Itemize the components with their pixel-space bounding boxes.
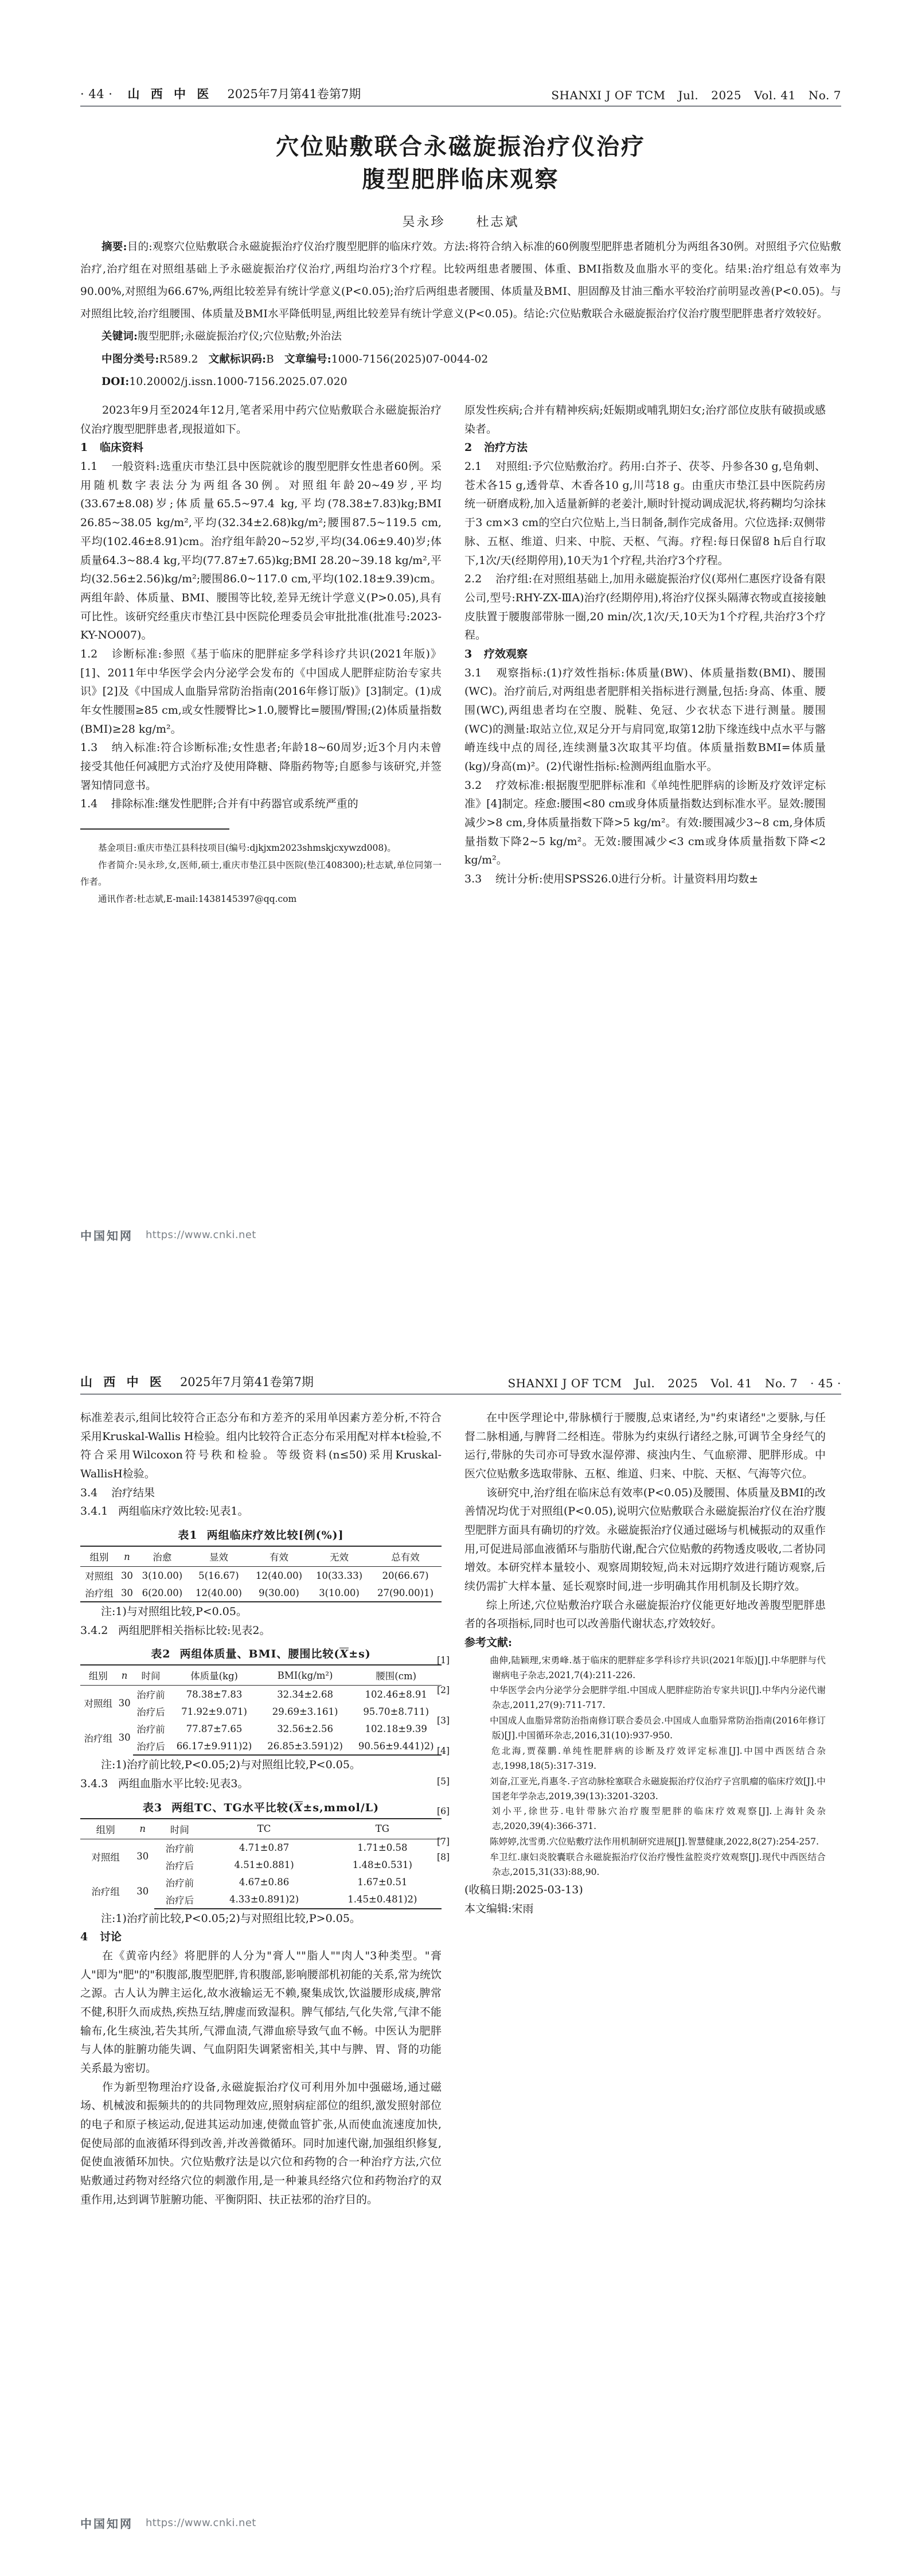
table-3-caption xyxy=(80,1799,442,1815)
table-2-r3-c4: 26.85±3.591)2) xyxy=(260,1737,351,1755)
reference-text: 危北海,贾葆鹏.单纯性肥胖病的诊断及疗效评定标准[J].中国中西医结合杂志,1998,18(5):317-319. xyxy=(490,1745,826,1771)
table-1-r1-c3: 12(40.00) xyxy=(189,1584,249,1602)
xbar-symbol: X xyxy=(294,1801,303,1814)
journal-month-en-2: Jul. xyxy=(634,1376,655,1390)
article-no-label: 文章编号: xyxy=(284,353,331,365)
doi-label: DOI: xyxy=(101,375,130,388)
section-1-4 xyxy=(80,795,442,814)
abstract-text: 目的:观察穴位贴敷联合永磁旋振治疗仪治疗腹型肥胖的临床疗效。方法:将符合纳入标准的60例腹型肥胖患者随机分为两组各30例。对照组予穴位贴敷治疗,治疗组在对照组基础上予永磁旋振治疗仪治疗,两组均治疗3个疗程。比较两组患者腰围、体重、BMI指数及血脂水平的变化。结果:治疗组总有效率为90.00%,对照组为66.67%,两组比较差异有统计学意义(P<0.05);治疗后两组患者腰围、体质量及BMI、胆固醇及甘油三酯水平较治疗前明显改善(P<0.05)。与对照组比较,治疗组腰围、体质量及BMI水平降低明显,两组比较差异有统计学意义(P<0.05)。结论:穴位贴敷联合永磁旋振治疗仪治疗腹型肥胖患者疗效较好。 xyxy=(80,240,841,321)
page-2-left-column xyxy=(80,1408,442,2209)
corr-text: 杜志斌,E-mail:1438145397@qq.com xyxy=(136,894,297,905)
author-bio-note xyxy=(80,857,442,892)
reference-text: 中华医学会内分泌学分会肥胖学组.中国成人肥胖症防治专家共识[J].中华内分泌代谢杂志,2011,27(9):711-717. xyxy=(490,1685,826,1711)
table-row xyxy=(80,1686,442,1703)
section-1-heading xyxy=(80,438,442,457)
page-2-columns xyxy=(80,1408,841,2209)
section-2-1 xyxy=(464,457,826,570)
table-1 xyxy=(80,1546,442,1602)
section-1-4-number: 1.4 xyxy=(80,797,98,811)
discussion-paragraph-4: 综上所述,穴位贴敷治疗联合永磁旋振治疗仪能更好地改善腹型肥胖患者的各项指标,同时也可以改善脂代谢状态,疗效较好。 xyxy=(464,1598,826,1631)
table-3-r2-c3: 4.67±0.86 xyxy=(239,1877,290,1888)
journal-issue-cn: 2025年7月第41卷第7期 xyxy=(227,87,361,101)
fund-note xyxy=(80,840,442,857)
table-row xyxy=(80,1584,442,1602)
section-1-3-text: 纳入标准:符合诊断标准;女性患者;年龄18~60周岁;近3个月内未曾接受其他任何减肥方式治疗及使用降糖、降脂药物等;自愿参与该研究,并签署知情同意书。 xyxy=(80,741,442,792)
page-1-left-column xyxy=(80,401,442,908)
reference-text: 中国成人血脂异常防治指南修订联合委员会.中国成人血脂异常防治指南(2016年修订版)[J].中国循环杂志,2016,31(10):937-950. xyxy=(490,1715,826,1741)
table-2-header-row xyxy=(80,1665,442,1686)
cnki-watermark-page-2 xyxy=(80,2515,256,2531)
table-3-r0-c1: 30 xyxy=(136,1851,149,1862)
doi-line xyxy=(80,371,841,393)
section-3-3-number: 3.3 xyxy=(464,872,482,885)
table-2 xyxy=(80,1664,442,1756)
table-2-col-time: 时间 xyxy=(133,1665,169,1686)
table-2-r0-c0: 对照组 xyxy=(84,1698,112,1710)
running-head-left xyxy=(80,85,361,102)
doc-code-value: B xyxy=(266,353,274,365)
section-3-4 xyxy=(80,1484,442,1503)
abstract-paragraph xyxy=(80,236,841,326)
table-row xyxy=(80,1703,442,1720)
table-2-col-bmi: BMI(kg/m²) xyxy=(260,1665,351,1686)
keywords-value: 腹型肥胖;永磁旋振治疗仪;穴位贴敷;外治法 xyxy=(138,330,342,343)
table-1-r0-c1: 30 xyxy=(120,1570,133,1581)
journal-year-en-2: 2025 xyxy=(667,1376,698,1390)
footnote-block xyxy=(80,828,442,908)
reference-text: 曲伸,陆颖理,宋勇峰.基于临床的肥胖症多学科诊疗共识(2021年版)[J].中华肥胖与代谢病电子杂志,2021,7(4):211-226. xyxy=(490,1655,826,1680)
page-folio-left: · 44 · xyxy=(80,87,113,101)
reference-item xyxy=(437,1714,826,1744)
table-3-col-time: 时间 xyxy=(154,1819,205,1839)
section-1-1-text: 一般资料:选重庆市垫江县中医院就诊的腹型肥胖女性患者60例。采用随机数字表法分为两组各30例。对照组年龄20~49岁,平均(33.67±8.08)岁;体质量65.5~97.4 kg,平均(78.38±7.83)kg;BMI 26.85~38.05 kg/m²,平均(32.34±2.68)kg/m²;腰围87.5~119.5 cm,平均(102.46±8.91)cm。治疗组年龄20~52岁,平均(34.06±9.40)岁;体质量64.3~88.4 kg,平均(77.87±7.65)kg;BMI 28.20~39.18 kg/m²,平均(32.56±2.56)kg/m²;腰围86.0~117.0 cm,平均(102.18±9.39)cm。两组年龄、体质量、BMI、腰围等比较,差异无统计学意义(P>0.05),具有可比性。该研究经重庆市垫江县中医院伦理委员会审批批准(批准号:2023-KY-NO007)。 xyxy=(80,460,442,642)
table-2-title-b: ±s) xyxy=(349,1648,371,1661)
reference-item xyxy=(437,1744,826,1774)
table-2-note: 注:1)治疗前比较,P<0.05;2)与对照组比较,P<0.05。 xyxy=(101,1758,361,1772)
section-1-2-number: 1.2 xyxy=(80,647,98,660)
journal-volume-en-2: Vol. 41 xyxy=(710,1376,752,1390)
article-title-line-2: 腹型肥胖临床观察 xyxy=(362,165,560,193)
table-row xyxy=(80,1720,442,1737)
reference-item xyxy=(437,1804,826,1834)
reference-item xyxy=(437,1683,826,1713)
journal-month-en: Jul. xyxy=(678,88,699,102)
journal-name-en-2: SHANXI J OF TCM xyxy=(507,1376,622,1390)
section-3-4-3-number: 3.4.3 xyxy=(80,1777,108,1791)
table-row xyxy=(80,1737,442,1755)
journal-number-en-2: No. 7 xyxy=(764,1376,798,1390)
journal-issue-cn-2: 2025年7月第41卷第7期 xyxy=(179,1375,314,1389)
table-3-r0-c2: 治疗前 xyxy=(165,1843,194,1854)
section-2-2-number: 2.2 xyxy=(464,573,482,586)
table-3-r3-c3: 4.33±0.891)2) xyxy=(205,1891,323,1909)
section-1-4-text: 排除标准:继发性肥胖;合并有中药器官或系统严重的 xyxy=(111,797,358,811)
section-3-2-text: 疗效标准:根据腹型肥胖标准和《单纯性肥胖病的诊断及疗效评定标准》[4]制定。痊愈:腰围<80 cm或身体质量指数达到标准水平。显效:腰围减少>8 cm,身体质量指数下降>5 kg/m²。有效:腰围减少3~8 cm,身体质量指数下降2~5 kg/m²。无效:腰围减少<3 cm或身体质量指数下降<2 kg/m²。 xyxy=(464,779,826,867)
journal-volume-en: Vol. 41 xyxy=(754,88,796,102)
reference-item xyxy=(437,1850,826,1880)
reference-tag: [6] xyxy=(437,1806,450,1817)
section-2-title: 治疗方法 xyxy=(484,441,528,454)
table-2-r2-c1: 30 xyxy=(118,1732,131,1744)
header-rule-2 xyxy=(80,1394,841,1395)
table-3-col-tc: TC xyxy=(205,1819,323,1839)
author-list xyxy=(80,212,841,230)
header-rule xyxy=(80,106,841,107)
fund-text: 重庆市垫江县科技项目(编号:djkjxm2023shmskjcxywzd008)。 xyxy=(136,842,396,853)
section-3-4-1 xyxy=(80,1502,442,1521)
reference-item xyxy=(437,1653,826,1683)
section-3-4-2 xyxy=(80,1621,442,1640)
cnki-brand: 中国知网 xyxy=(80,1229,133,1243)
cnki-url: https://www.cnki.net xyxy=(146,2517,256,2529)
table-1-note: 注:1)与对照组比较,P<0.05。 xyxy=(101,1605,247,1618)
corr-label: 通讯作者: xyxy=(98,894,137,905)
table-2-r0-c2: 治疗前 xyxy=(136,1690,165,1701)
table-2-r3-c3: 66.17±9.911)2) xyxy=(169,1737,260,1755)
table-2-r0-c3: 78.38±7.83 xyxy=(186,1688,243,1700)
table-2-r2-c0: 治疗组 xyxy=(84,1733,112,1744)
section-3-4-2-text: 两组肥胖相关指标比较:见表2。 xyxy=(118,1624,271,1637)
reference-item xyxy=(437,1775,826,1804)
table-3-title-a: 两组TC、TG水平比较( xyxy=(171,1801,294,1814)
section-3-4-1-number: 3.4.1 xyxy=(80,1505,108,1518)
stat-method-continued: 标准差表示,组间比较符合正态分布和方差齐的采用单因素方差分析,不符合采用Kruskal-Wallis H检验。组内比较符合正态分布采用配对样本t检验,不符合采用Wilcoxon符号秩和检验。等级资料(n≤50)采用Kruskal-WallisH检验。 xyxy=(80,1411,442,1481)
discussion-paragraph-2: 作为新型物理治疗设备,永磁旋振治疗仪可利用外加中强磁场,通过磁场、机械波和振频共的的共同物理效应,照射病症部位的组织,激发照射部位的电子和原子核运动,促进其运动加速,使微血管扩张,从而使血流速度加快,促使局部的血液循环得到改善,并改善微循环。同时加速代谢,加强组织修复,促使血液循环加快。穴位贴敷疗法是以穴位和药物的合一种治疗方法,穴位贴敷通过药物对经络穴位的刺激作用,是一种兼具经络穴位和药物治疗的双重作用,达到调节脏腑功能、平衡阴阳、扶正祛邪的治疗目的。 xyxy=(80,2080,442,2206)
discussion-paragraph-3: 该研究中,治疗组在临床总有效率(P<0.05)及腰围、体质量及BMI的改善情况均优于对照组(P<0.05),说明穴位贴敷联合永磁旋振治疗仪在治疗腹型肥胖方面具有确切的疗效。永磁旋振治疗仪通过磁场与机械振动的双重作用,可促进局部血液循环与脂肪代谢,配合穴位贴敷的药物透皮吸收,二者协同增效。本研究样本量较小、观察周期较短,尚未对远期疗效进行随访观察,后续仍需扩大样本量、延长观察时间,进一步明确其作用机制及长期疗效。 xyxy=(464,1486,826,1593)
table-2-r2-c5: 102.18±9.39 xyxy=(365,1723,427,1734)
table-2-col-wc: 腰围(cm) xyxy=(350,1665,442,1686)
table-1-r0-c6: 20(66.67) xyxy=(382,1570,429,1581)
running-head-page-1 xyxy=(80,0,841,102)
table-3-r1-c3: 4.51±0.881) xyxy=(234,1859,294,1871)
section-4-heading xyxy=(80,1928,442,1947)
clc-value: R589.2 xyxy=(159,353,198,365)
table-3-col-group: 组别 xyxy=(80,1819,131,1839)
table-3-header-row xyxy=(80,1819,442,1839)
doc-code-label: 文献标识码: xyxy=(208,353,267,365)
table-2-r1-c4: 29.69±3.161) xyxy=(272,1706,338,1717)
table-1-number: 表1 xyxy=(178,1529,198,1542)
table-3-col-n: n xyxy=(131,1819,154,1839)
corresponding-author-note xyxy=(80,891,442,908)
table-2-r1-c3: 71.92±9.071) xyxy=(181,1706,247,1717)
table-2-r3-c2: 治疗后 xyxy=(133,1737,169,1755)
reference-text: 刘小平,徐世芬.电针带脉穴治疗腹型肥胖的临床疗效观察[J].上海针灸杂志,2020,39(4):366-371. xyxy=(490,1806,826,1832)
section-1-1-number: 1.1 xyxy=(80,460,98,473)
section-3-heading xyxy=(464,645,826,664)
table-1-caption xyxy=(80,1527,442,1542)
table-1-header-row xyxy=(80,1546,442,1567)
journal-name-cn-2: 山 西 中 医 xyxy=(80,1375,165,1389)
section-1-title: 临床资料 xyxy=(100,441,144,454)
discussion-paragraph-1: 在《黄帝内经》将肥胖的人分为"膏人""脂人""肉人"3种类型。"膏人"即为"肥"的"积腹部,腹型肥胖,肯积腹部,影响腰部机初能的关系,常为统饮之源。古人认为脾主运化,故水液输运无不赖,聚集成饮,饮溢腰形成痰,脾常不健,积肝久而成热,疾热互结,脾虚而致湿积。脾气郁结,气化失常,气津不能输布,化生痰浊,若失其所,气滞血渍,气滞血瘀导致气血不畅。中医认为肥胖与人体的脏腑功能失调、气血阴阳失调紧密相关,其中与脾、胃、肾的功能关系最为密切。 xyxy=(80,1949,442,2075)
table-2-r2-c2: 治疗前 xyxy=(136,1724,165,1736)
table-3-r2-c0: 治疗组 xyxy=(91,1886,120,1898)
section-1-number: 1 xyxy=(80,441,88,454)
abstract-label: 摘要: xyxy=(101,240,127,253)
journal-year-en: 2025 xyxy=(711,88,742,102)
running-head-page-2 xyxy=(80,1288,841,1390)
section-2-heading xyxy=(464,438,826,457)
table-3-note: 注:1)治疗前比较,P<0.05;2)与对照组比较,P>0.05。 xyxy=(101,1912,361,1925)
table-2-number: 表2 xyxy=(151,1648,171,1661)
table-1-r0-c3: 5(16.67) xyxy=(198,1570,239,1581)
xbar-symbol: X xyxy=(339,1648,349,1661)
table-3-r0-c4: 1.71±0.58 xyxy=(357,1842,408,1854)
reference-text: 刘奋,江亚光,肖惠冬.子宫动脉栓塞联合永磁旋振治疗仪治疗子宫肌瘤的临床疗效[J].中国老年学杂志,2019,39(13):3201-3203. xyxy=(490,1776,826,1801)
table-2-r0-c5: 102.46±8.91 xyxy=(365,1688,427,1700)
running-head-right xyxy=(551,88,841,102)
fund-label: 基金项目: xyxy=(98,842,137,853)
section-1-4-continued: 原发性疾病;合并有精神疾病;妊娠期或哺乳期妇女;治疗部位皮肤有破损或感染者。 xyxy=(464,404,826,435)
reference-tag: [1] xyxy=(437,1655,450,1666)
table-1-col-ineffective: 无效 xyxy=(309,1546,369,1567)
section-1-2 xyxy=(80,645,442,738)
footnote-rule xyxy=(80,828,229,830)
table-1-col-n: n xyxy=(118,1546,136,1567)
keywords-line xyxy=(80,325,841,348)
copy-editor: 本文编辑:宋雨 xyxy=(464,1902,534,1915)
bio-label: 作者简介: xyxy=(98,859,138,870)
table-1-r0-c4: 12(40.00) xyxy=(255,1570,303,1581)
bio-text: 吴永珍,女,医师,硕士,重庆市垫江县中医院(垫江408300);杜志斌,单位同第一作者。 xyxy=(80,859,442,888)
table-3-r3-c2: 治疗后 xyxy=(154,1891,205,1909)
section-3-1-number: 3.1 xyxy=(464,666,482,679)
journal-number-en: No. 7 xyxy=(808,88,841,102)
table-3-r3-c4: 1.45±0.481)2) xyxy=(323,1891,442,1909)
table-1-col-effective: 有效 xyxy=(249,1546,309,1567)
cnki-brand: 中国知网 xyxy=(80,2517,133,2531)
running-head-right-2 xyxy=(507,1376,841,1390)
section-3-4-3-text: 两组血脂水平比较:见表3。 xyxy=(118,1777,249,1791)
journal-name-en: SHANXI J OF TCM xyxy=(551,88,666,102)
author-2: 杜志斌 xyxy=(476,215,520,229)
table-2-r1-c2: 治疗后 xyxy=(136,1707,165,1718)
section-1-3-number: 1.3 xyxy=(80,741,98,754)
reference-tag: [7] xyxy=(437,1836,450,1847)
reference-tag: [2] xyxy=(437,1685,450,1696)
table-2-r2-c4: 32.56±2.56 xyxy=(277,1723,333,1734)
table-1-r0-c5: 10(33.33) xyxy=(315,1570,363,1581)
section-3-4-2-number: 3.4.2 xyxy=(80,1624,108,1637)
table-1-col-marked: 显效 xyxy=(189,1546,249,1567)
table-1-r0-c0: 对照组 xyxy=(85,1571,114,1582)
section-3-title: 疗效观察 xyxy=(484,647,528,660)
table-2-col-n: n xyxy=(116,1665,133,1686)
table-3-title-b: ±s,mmol/L) xyxy=(303,1801,380,1814)
article-no-value: 1000-7156(2025)07-0044-02 xyxy=(331,353,489,365)
section-2-2 xyxy=(464,570,826,645)
table-row xyxy=(80,1874,442,1891)
section-3-3 xyxy=(464,870,826,889)
table-2-r2-c3: 77.87±7.65 xyxy=(186,1723,243,1734)
table-1-title: 两组临床疗效比较[例(%)] xyxy=(206,1529,344,1542)
table-3-r2-c2: 治疗前 xyxy=(165,1877,194,1889)
section-3-4-1-text: 两组临床疗效比较:见表1。 xyxy=(118,1505,249,1518)
table-2-r1-c5: 95.70±8.711) xyxy=(363,1706,429,1717)
reference-text: 陈婷婷,沈雪勇.穴位贴敷疗法作用机制研究进展[J].智慧健康,2022,8(27):254-257. xyxy=(490,1836,819,1847)
section-2-2-text: 治疗组:在对照组基础上,加用永磁旋振治疗仪(郑州仁惠医疗设备有限公司,型号:RHY-ZX-ⅢA)治疗(经期停用),将治疗仪探头隔薄衣物或直接接触皮肤置于腰腹部带脉一圈,20 min/次,1次/天,10天为1个疗程,共治疗3个疗程。 xyxy=(464,573,826,642)
section-3-4-number: 3.4 xyxy=(80,1486,98,1499)
page-2 xyxy=(0,1288,910,2576)
keywords-label: 关键词: xyxy=(101,330,138,343)
section-3-2-number: 3.2 xyxy=(464,779,482,792)
table-3-number: 表3 xyxy=(142,1801,163,1814)
table-3-r1-c4: 1.48±0.531) xyxy=(352,1859,412,1871)
section-3-1 xyxy=(464,664,826,776)
table-1-r1-c0: 治疗组 xyxy=(80,1584,118,1602)
section-2-1-text: 对照组:予穴位贴敷治疗。药用:白芥子、茯苓、丹参各30 g,皂角刺、苍术各15 g,透骨草、木香各10 g,川芎18 g。由重庆市垫江县中医院药房统一研磨成粉,加入适量新鲜的老姜汁,顺时针搅动调成泥状,将药糊均匀涂抹于3 cm×3 cm的空白穴位贴上,当日制备,制作完成备用。穴位选择:双侧带脉、五枢、维道、归来、中脘、天枢、气海。疗程:每日保留8 h后自行取下,1次/天(经期停用),10天为1个疗程,共治疗3个疗程。 xyxy=(464,460,826,567)
reference-text: 牟卫红.康妇炎胶囊联合永磁旋振治疗仪治疗慢性盆腔炎疗效观察[J].现代中西医结合杂志,2015,31(33):88,90. xyxy=(490,1852,826,1877)
abstract-block xyxy=(80,236,841,394)
table-1-col-cured: 治愈 xyxy=(136,1546,189,1567)
section-3-4-3 xyxy=(80,1775,442,1793)
section-1-1 xyxy=(80,457,442,645)
reference-tag: [8] xyxy=(437,1852,450,1863)
journal-name-cn: 山 西 中 医 xyxy=(127,87,213,101)
table-2-col-group: 组别 xyxy=(80,1665,116,1686)
table-2-col-weight: 体质量(kg) xyxy=(169,1665,260,1686)
table-2-r0-c4: 32.34±2.68 xyxy=(277,1688,333,1700)
received-date: (收稿日期:2025-03-13) xyxy=(464,1883,583,1896)
section-3-2 xyxy=(464,776,826,870)
page-1-right-column xyxy=(464,401,826,908)
reference-item xyxy=(437,1835,826,1850)
section-4-number: 4 xyxy=(80,1931,88,1944)
table-1-col-total: 总有效 xyxy=(369,1546,442,1567)
table-1-r1-c6: 27(90.00)1) xyxy=(369,1584,442,1602)
author-1: 吴永珍 xyxy=(402,215,446,229)
section-3-4-title: 治疗结果 xyxy=(111,1486,155,1499)
page-title xyxy=(80,131,841,196)
page-1-columns xyxy=(80,401,841,908)
section-4-title: 讨论 xyxy=(100,1931,122,1944)
reference-tag: [3] xyxy=(437,1715,450,1726)
table-row xyxy=(80,1839,442,1857)
page-folio-right: · 45 · xyxy=(810,1376,841,1390)
table-3-r0-c0: 对照组 xyxy=(91,1851,120,1863)
table-2-r0-c1: 30 xyxy=(118,1697,131,1709)
section-1-3 xyxy=(80,738,442,795)
table-1-r1-c2: 6(20.00) xyxy=(136,1584,189,1602)
table-3-r2-c1: 30 xyxy=(136,1885,149,1897)
doi-value: 10.20002/j.issn.1000-7156.2025.07.020 xyxy=(129,375,347,388)
running-head-left-2 xyxy=(80,1373,314,1390)
table-1-r0-c2: 3(10.00) xyxy=(142,1570,183,1581)
table-3 xyxy=(80,1818,442,1909)
section-1-2-text: 诊断标准:参照《基于临床的肥胖症多学科诊疗共识(2021年版)》[1]、2011年中华医学会内分泌学会发布的《中国成人肥胖症防治专家共识》[2]及《中国成人血脂异常防治指南(2016年修订版)》[3]制定。(1)成年女性腰围≥85 cm,或女性腰臀比>1.0,腰臀比=腰围/臀围;(2)体质量指数(BMI)≥28 kg/m²。 xyxy=(80,647,442,736)
table-1-col-group: 组别 xyxy=(80,1546,118,1567)
table-row xyxy=(80,1567,442,1585)
table-1-r1-c4: 9(30.00) xyxy=(249,1584,309,1602)
references-title: 参考文献: xyxy=(464,1636,513,1649)
table-1-r1-c1: 30 xyxy=(118,1584,136,1602)
section-2-number: 2 xyxy=(464,441,472,454)
cnki-watermark-page-1 xyxy=(80,1227,256,1243)
table-3-r2-c4: 1.67±0.51 xyxy=(357,1877,408,1888)
reference-tag: [4] xyxy=(437,1745,450,1756)
section-3-number: 3 xyxy=(464,647,472,660)
section-3-1-text: 观察指标:(1)疗效性指标:体质量(BW)、体质量指数(BMI)、腰围(WC)。治疗前后,对两组患者肥胖相关指标进行测量,包括:身高、体重、腰围(WC),两组患者均在空腹、脱鞋、免冠、少衣状态下进行测量。腰围(WC)的测量:取站立位,双足分开与肩同宽,取第12肋下缘连线中点水平与髂嵴连线中点的周径,连续测量3次取其平均值。体质量指数BMI=体质量(kg)/身高(m)²。(2)代谢性指标:检测两组血脂水平。 xyxy=(464,666,826,773)
clc-label: 中图分类号: xyxy=(101,353,159,365)
table-2-title-a: 两组体质量、BMI、腰围比较( xyxy=(179,1648,340,1661)
table-2-caption xyxy=(80,1645,442,1661)
section-2-1-number: 2.1 xyxy=(464,460,482,473)
table-2-r3-c5: 90.56±9.441)2) xyxy=(350,1737,442,1755)
article-title-line-1: 穴位贴敷联合永磁旋振治疗仪治疗 xyxy=(276,133,646,160)
table-3-r1-c2: 治疗后 xyxy=(165,1860,194,1871)
page-2-right-column xyxy=(437,1408,826,2209)
table-3-r0-c3: 4.71±0.87 xyxy=(239,1842,290,1854)
discussion-paragraph-2b: 在中医学理论中,带脉横行于腰腹,总束诸经,为"约束诸经"之要脉,与任督二脉相通,与脾肾二经相连。带脉为约束纵行诸经之脉,可调节全身经气的运行,带脉的失司亦可导致水湿停滞、痰浊内生、气血瘀滞、肥胖形成。中医穴位贴敷多选取带脉、五枢、维道、归来、中脘、天枢、气海等穴位。 xyxy=(464,1411,826,1481)
reference-tag: [5] xyxy=(437,1776,450,1787)
references-block xyxy=(437,1633,826,1880)
intro-paragraph: 2023年9月至2024年12月,笔者采用中药穴位贴敷联合永磁旋振治疗仪治疗腹型肥胖患者,现报道如下。 xyxy=(80,404,442,435)
table-3-col-tg: TG xyxy=(323,1819,442,1839)
classification-line xyxy=(80,348,841,371)
table-1-r1-c5: 3(10.00) xyxy=(309,1584,369,1602)
cnki-url: https://www.cnki.net xyxy=(146,1229,256,1241)
section-3-3-text: 统计分析:使用SPSS26.0进行分析。计量资料用均数± xyxy=(495,872,759,885)
